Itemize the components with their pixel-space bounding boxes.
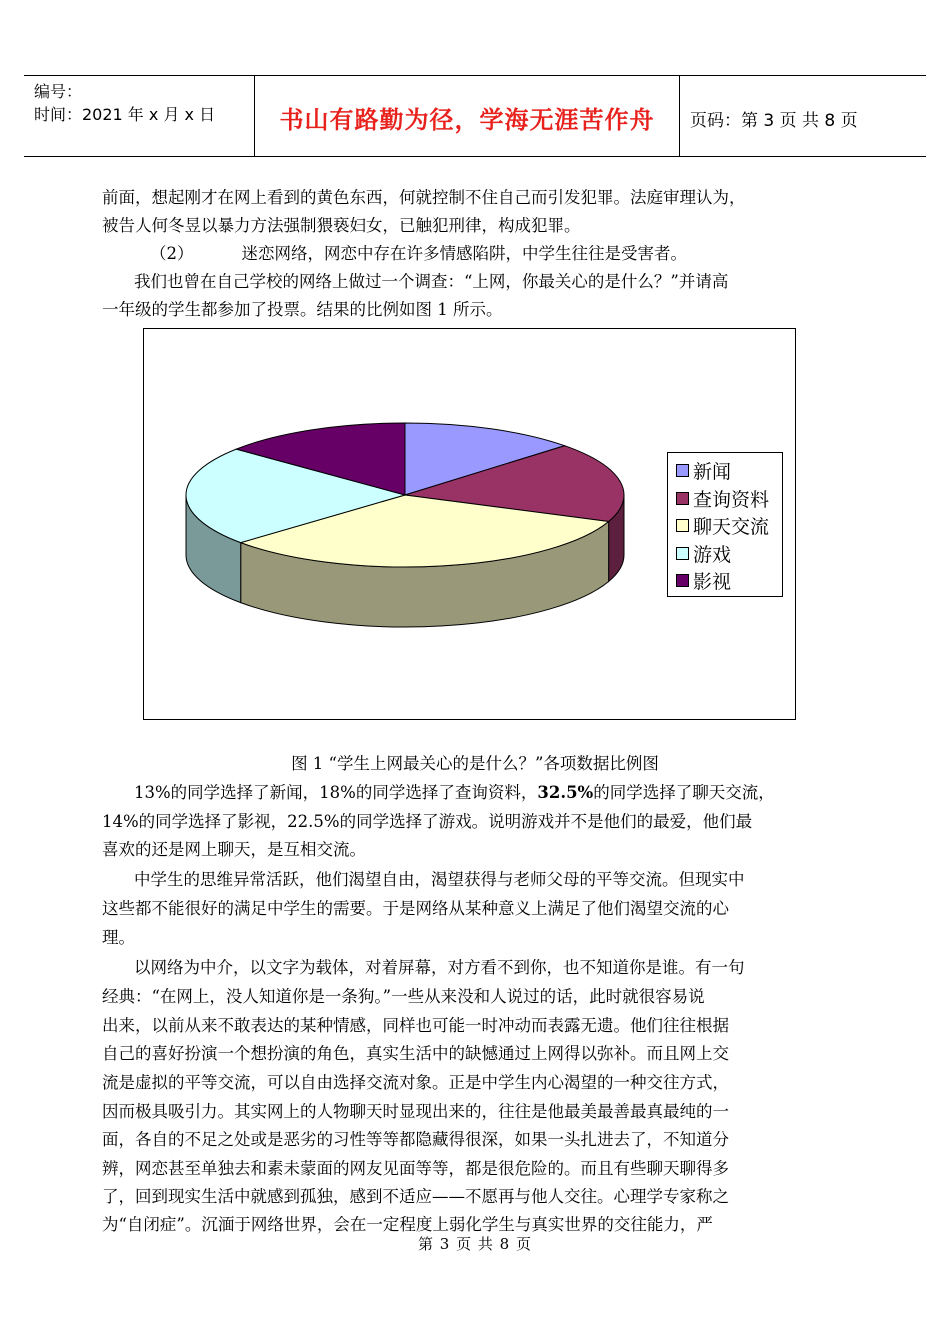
paragraph-line: 面，各自的不足之处或是恶劣的习性等等都隐藏得很深，如果一头扎进去了，不知道分 [102, 1130, 729, 1149]
legend-item [676, 512, 782, 540]
list-item [102, 240, 854, 269]
paragraph-line: 流是虚拟的平等交流，可以自由选择交流对象。正是中学生内心渴望的一种交往方式， [102, 1073, 729, 1092]
legend-label: 影视 [693, 571, 732, 594]
page-code: 页码：第 3 页 共 8 页 [690, 111, 858, 131]
figure-caption: 图 1 “学生上网最关心的是什么？”各项数据比例图 [291, 754, 659, 773]
paragraph-line: 为“自闭症”。沉湎于网络世界，会在一定程度上弱化学生与真实世界的交往能力，严 [102, 1215, 713, 1234]
legend-swatch [676, 492, 689, 505]
paragraph-line: 前面，想起刚才在网上看到的黄色东西，何就控制不住自己而引发犯罪。法庭审理认为， [102, 188, 746, 207]
paragraph-line: 辨，网恋甚至单独去和素未蒙面的网友见面等等，都是很危险的。而且有些聊天聊得多 [102, 1159, 729, 1178]
legend-item [676, 457, 782, 485]
legend-label: 新闻 [693, 461, 732, 484]
list-text: 迷恋网络，网恋中存在许多情感陷阱，中学生往往是受害者。 [241, 244, 687, 263]
list-number: （2） [150, 244, 194, 263]
bold-percent: 32.5% [537, 783, 594, 802]
legend-item [676, 485, 782, 513]
paragraph-line: 14%的同学选择了影视，22.5%的同学选择了游戏。说明游戏并不是他们的最爱，他们最 [102, 812, 753, 831]
paragraph-line: 这些都不能很好的满足中学生的需要。于是网络从某种意义上满足了他们渴望交流的心 [102, 899, 729, 918]
paragraph-line: 以网络为中介，以文字为载体，对着屏幕，对方看不到你，也不知道你是谁。有一句 [134, 958, 745, 977]
text-run: 的同学选择了聊天交流， [593, 783, 775, 802]
page-footer: 第 3 页 共 8 页 [418, 1235, 532, 1253]
paragraph-line: 理。 [102, 928, 135, 947]
motto: 书山有路勤为径，学海无涯苦作舟 [279, 106, 655, 134]
paragraph-line: 我们也曾在自己学校的网络上做过一个调查：“上网，你最关心的是什么？”并请高 [134, 272, 729, 291]
paragraph-line: 经典：“在网上，没人知道你是一条狗。”一些从来没和人说过的话，此时就很容易说 [102, 987, 705, 1006]
header-motto-cell [255, 76, 680, 156]
chart-legend [667, 452, 783, 597]
paragraph-line [102, 779, 886, 808]
document-header [24, 75, 926, 157]
time-label: 时间：2021 年 x 月 x 日 [34, 105, 216, 124]
legend-item [676, 567, 782, 595]
number-label: 编号： [34, 82, 83, 101]
paragraph-line: 自己的喜好扮演一个想扮演的角色，真实生活中的缺憾通过上网得以弥补。而且网上交 [102, 1044, 729, 1063]
legend-swatch [676, 547, 689, 560]
paragraph-line: 一年级的学生都参加了投票。结果的比例如图 1 所示。 [102, 300, 503, 319]
legend-label: 聊天交流 [693, 516, 770, 539]
legend-item [676, 540, 782, 568]
paragraph-line: 喜欢的还是网上聊天，是互相交流。 [102, 840, 366, 859]
legend-label: 游戏 [693, 543, 732, 566]
paragraph-line: 被告人何冬昱以暴力方法强制猥亵妇女，已触犯刑律，构成犯罪。 [102, 216, 581, 235]
paragraph-line: 出来，以前从来不敢表达的某种情感，同样也可能一时冲动而表露无遗。他们往往根据 [102, 1016, 729, 1035]
legend-label: 查询资料 [693, 488, 770, 511]
header-page-cell [680, 76, 926, 156]
legend-swatch [676, 519, 689, 532]
text-run: 13%的同学选择了新闻，18%的同学选择了查询资料， [134, 783, 538, 802]
paragraph-line: 因而极具吸引力。其实网上的人物聊天时显现出来的，往往是他最美最善最真最纯的一 [102, 1102, 729, 1121]
legend-swatch [676, 464, 689, 477]
paragraph-line: 中学生的思维异常活跃，他们渴望自由，渴望获得与老师父母的平等交流。但现实中 [134, 870, 745, 889]
legend-swatch [676, 574, 689, 587]
paragraph-line: 了，回到现实生活中就感到孤独，感到不适应——不愿再与他人交往。心理学专家称之 [102, 1187, 729, 1206]
header-meta-cell [24, 76, 255, 156]
